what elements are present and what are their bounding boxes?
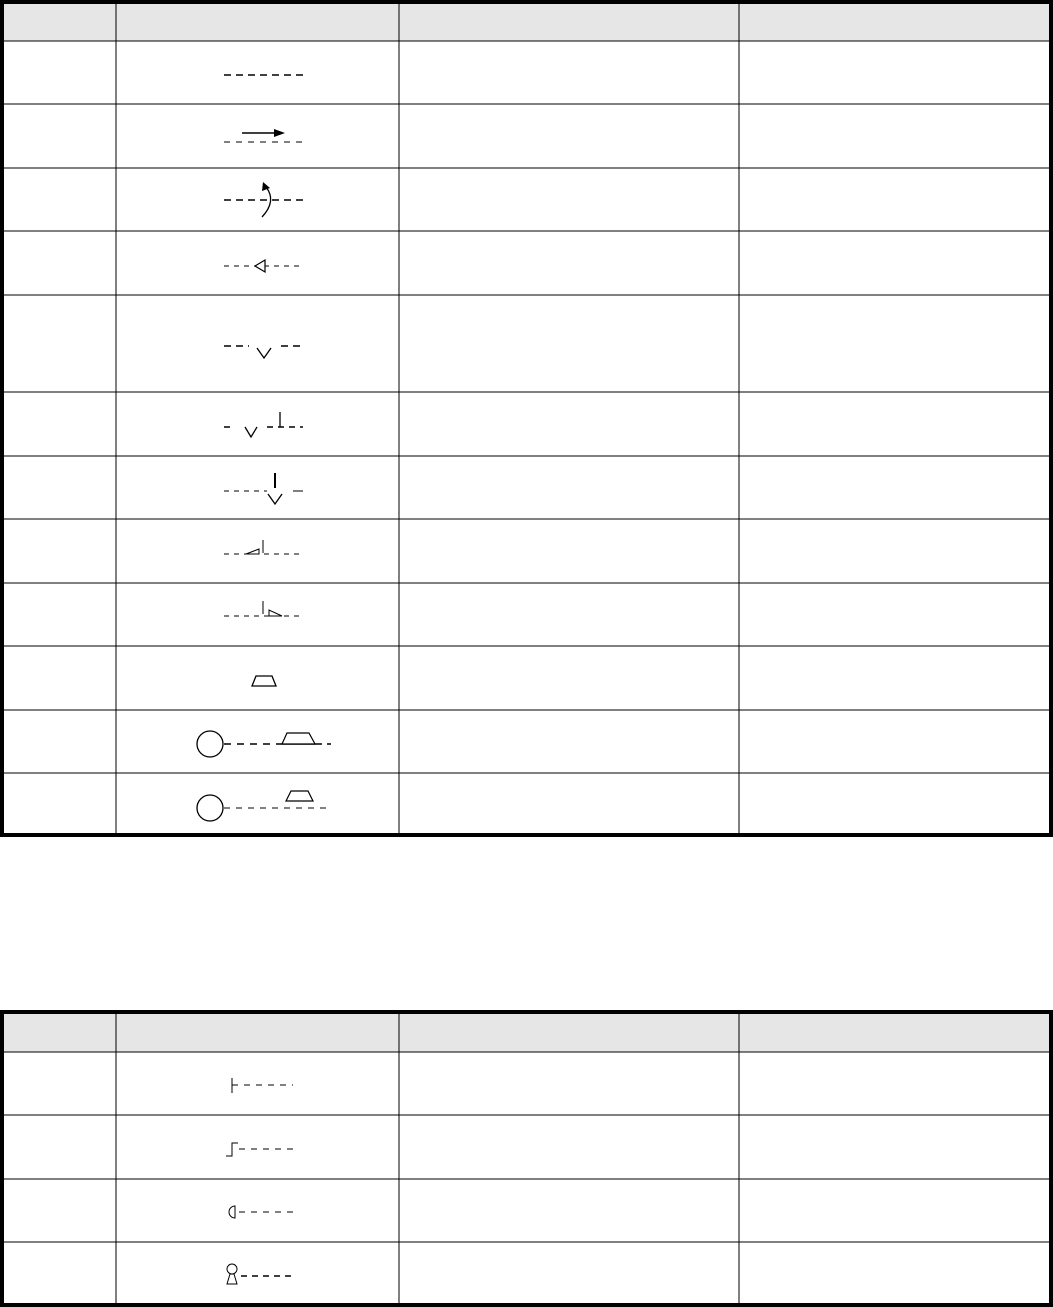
keyhole-dashed-line-icon: [117, 1243, 398, 1305]
dashed-line-v-notch-tick-icon: [117, 393, 398, 456]
symbol-table-2: [0, 1010, 1053, 1307]
dashed-line-flag-left-icon: [117, 520, 398, 583]
circle-dashed-trapezoid-icon: [117, 711, 398, 773]
trapezoid-icon: [117, 647, 398, 710]
table-row: [117, 1116, 398, 1179]
table-header-row: [0, 0, 1053, 41]
dashed-line-down-arrow-icon: [117, 457, 398, 519]
table-row: [117, 1243, 398, 1305]
table-row: [117, 584, 398, 646]
table-row: [117, 774, 398, 835]
tick-dashed-line-icon: [117, 1053, 398, 1115]
dashed-line-v-notch-icon: [117, 296, 398, 392]
table-row: [117, 520, 398, 583]
table-row: [117, 647, 398, 710]
table-row: [117, 169, 398, 231]
dashed-line-curved-arrow-icon: [117, 169, 398, 231]
table-row: [117, 393, 398, 456]
table-row: [117, 232, 398, 295]
step-dashed-line-icon: [117, 1116, 398, 1179]
dashed-line-icon: [117, 42, 398, 104]
table-row: [117, 1053, 398, 1115]
table-header-row: [0, 1010, 1053, 1052]
dashed-line-flag-right-icon: [117, 584, 398, 646]
table-row: [117, 1180, 398, 1242]
half-circle-dashed-line-icon: [117, 1180, 398, 1242]
dashed-line-left-triangle-icon: [117, 232, 398, 295]
table-row: [117, 711, 398, 773]
table-row: [117, 296, 398, 392]
circle-dashed-trapezoid-fine-icon: [117, 774, 398, 835]
table-row: [117, 457, 398, 519]
table-row: [117, 42, 398, 104]
dashed-line-right-arrow-icon: [117, 105, 398, 168]
table-row: [117, 105, 398, 168]
